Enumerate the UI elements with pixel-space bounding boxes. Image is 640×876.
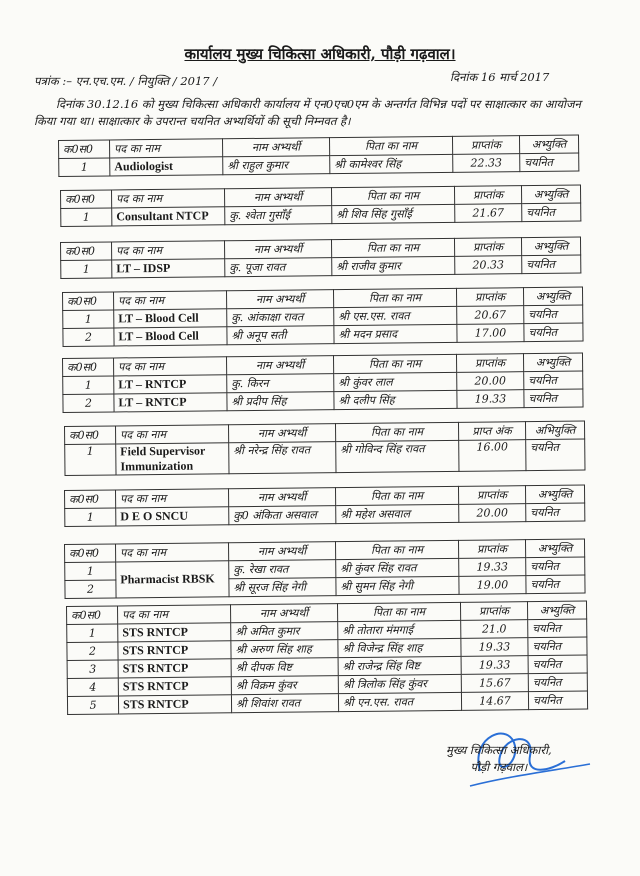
cell-post: LT – Blood Cell bbox=[114, 309, 227, 328]
cell-post: LT – RNTCP bbox=[114, 393, 227, 412]
col-father: पिता का नाम bbox=[331, 238, 454, 257]
col-candidate: नाम अभ्यर्थी bbox=[228, 424, 335, 443]
col-sno: क0स0 bbox=[61, 242, 112, 261]
cell-candidate: श्री प्रदीप सिंह bbox=[227, 392, 334, 411]
col-post: पद का नाम bbox=[112, 189, 225, 208]
cell-father: श्री मदन प्रसाद bbox=[334, 324, 457, 343]
col-father: पिता का नाम bbox=[335, 422, 458, 441]
reference-number: पत्रांक :– एन.एच.एम. / नियुक्ति / 2017 / bbox=[34, 74, 218, 88]
col-marks: प्राप्तांक bbox=[458, 540, 525, 559]
cell-post: D E O SNCU bbox=[116, 507, 229, 526]
cell-post: STS RNTCP bbox=[118, 659, 231, 678]
office-title: कार्यालय मुख्य चिकित्सा अधिकारी, पौड़ी गढ़वाल। bbox=[184, 45, 456, 63]
cell-sno: 3 bbox=[67, 660, 118, 679]
cell-remark: चयनित bbox=[526, 575, 585, 594]
cell-post: STS RNTCP bbox=[118, 623, 231, 642]
col-post: पद का नाम bbox=[116, 543, 229, 562]
cell-marks: 16.00 bbox=[459, 440, 526, 472]
col-remark: अभ्युक्ति bbox=[523, 353, 582, 372]
cell-remark: चयनित bbox=[528, 673, 587, 692]
cell-marks: 22.33 bbox=[453, 154, 520, 173]
cell-candidate: श्री शिवांश रावत bbox=[231, 694, 338, 713]
col-sno: क0स0 bbox=[63, 292, 114, 311]
selection-table-sts-rntcp bbox=[66, 601, 588, 715]
cell-candidate: श्री अनूप सती bbox=[227, 326, 334, 345]
cell-candidate: श्री अरुण सिंह शाह bbox=[231, 640, 338, 659]
col-remark: अभ्युक्ति bbox=[523, 287, 582, 306]
col-sno: क0स0 bbox=[65, 426, 116, 445]
selection-table-audiologist bbox=[58, 135, 579, 177]
col-remark: अभ्युक्ति bbox=[519, 135, 578, 154]
cell-candidate: कु. रेखा रावत bbox=[229, 560, 336, 579]
cell-sno: 1 bbox=[65, 508, 116, 527]
cell-marks: 21.67 bbox=[455, 204, 522, 223]
col-candidate: नाम अभ्यर्थी bbox=[226, 290, 333, 309]
cell-sno: 1 bbox=[63, 310, 114, 329]
cell-candidate: कु0 अंकिता असवाल bbox=[229, 506, 336, 525]
cell-sno: 1 bbox=[61, 208, 112, 227]
cell-candidate: कु. श्वेता गुसाँई bbox=[225, 206, 332, 225]
col-father: पिता का नाम bbox=[335, 486, 458, 505]
cell-sno: 1 bbox=[65, 562, 116, 581]
cell-father: श्री गोविन्द सिंह रावत bbox=[336, 440, 459, 472]
col-post: पद का नाम bbox=[114, 357, 227, 376]
cell-marks: 21.0 bbox=[461, 620, 528, 639]
cell-remark: चयनित bbox=[528, 691, 587, 710]
col-post: पद का नाम bbox=[110, 139, 223, 158]
cell-candidate: श्री दीपक विष्ट bbox=[231, 658, 338, 677]
col-candidate: नाम अभ्यर्थी bbox=[224, 240, 331, 259]
cell-remark: चयनित bbox=[526, 557, 585, 576]
cell-sno: 1 bbox=[61, 260, 112, 279]
cell-remark: चयनित bbox=[524, 305, 583, 324]
cell-father: श्री एस.एस. रावत bbox=[334, 306, 457, 325]
cell-post: Pharmacist RBSK bbox=[116, 561, 229, 598]
col-remark: अभ्युक्ति bbox=[521, 185, 580, 204]
signatory-designation: मुख्य चिकित्सा अधिकारी, bbox=[446, 743, 552, 757]
cell-father: श्री त्रिलोक सिंह कुंवर bbox=[338, 674, 461, 693]
cell-marks: 20.00 bbox=[459, 504, 526, 523]
col-remark: अभियुक्ति bbox=[525, 421, 584, 440]
col-father: पिता का नाम bbox=[329, 136, 452, 155]
col-post: पद का नाम bbox=[112, 241, 225, 260]
cell-father: श्री कुंवर लाल bbox=[334, 372, 457, 391]
col-sno: क0स0 bbox=[59, 140, 110, 159]
cell-father: श्री विजेन्द्र सिंह शाह bbox=[338, 638, 461, 657]
cell-father: श्री राजीव कुमार bbox=[332, 256, 455, 275]
cell-father: श्री एन.एस. रावत bbox=[338, 692, 461, 711]
cell-father: श्री दलीप सिंह bbox=[334, 390, 457, 409]
intro-paragraph: दिनांक 30.12.16 को मुख्य चिकित्सा अधिकारी कार्यालय में एन0एच0एम के अन्तर्गत विभिन्न पदों पर साक्षात्कार का आयोजन किया गया था। साक्षात्कार के उपरान्त चयनित अभ्यर्थियों की सूची निम्नवत है। bbox=[34, 97, 581, 128]
cell-sno: 1 bbox=[67, 624, 118, 643]
cell-post: Consultant NTCP bbox=[112, 207, 225, 226]
col-candidate: नाम अभ्यर्थी bbox=[224, 188, 331, 207]
col-marks: प्राप्तांक bbox=[454, 238, 521, 257]
col-candidate: नाम अभ्यर्थी bbox=[228, 542, 335, 561]
selection-table-lt-rntcp bbox=[62, 353, 584, 413]
col-marks: प्राप्तांक bbox=[452, 136, 519, 155]
col-marks: प्राप्तांक bbox=[458, 486, 525, 505]
cell-father: श्री तोतारा मंमगाई bbox=[338, 620, 461, 639]
cell-sno: 2 bbox=[63, 394, 114, 413]
cell-candidate: कु. पूजा रावत bbox=[225, 258, 332, 277]
cell-remark: चयनित bbox=[526, 439, 585, 471]
cell-post: LT – Blood Cell bbox=[114, 327, 227, 346]
col-post: पद का नाम bbox=[114, 291, 227, 310]
cell-remark: चयनित bbox=[522, 255, 581, 274]
cell-candidate: श्री विक्रम कुंवर bbox=[231, 676, 338, 695]
col-father: पिता का नाम bbox=[331, 186, 454, 205]
cell-remark: चयनित bbox=[524, 389, 583, 408]
col-father: पिता का नाम bbox=[333, 288, 456, 307]
cell-remark: चयनित bbox=[524, 371, 583, 390]
col-remark: अभ्युक्ति bbox=[527, 601, 586, 620]
col-sno: क0स0 bbox=[65, 544, 116, 563]
col-remark: अभ्युक्ति bbox=[525, 539, 584, 558]
cell-father: श्री महेश असवाल bbox=[336, 504, 459, 523]
cell-remark: चयनित bbox=[522, 203, 581, 222]
cell-candidate: श्री सूरज सिंह नेगी bbox=[229, 578, 336, 597]
col-post: पद का नाम bbox=[116, 425, 229, 444]
cell-marks: 20.33 bbox=[455, 256, 522, 275]
cell-father: श्री कुंवर सिंह रावत bbox=[336, 558, 459, 577]
cell-post: LT – RNTCP bbox=[114, 375, 227, 394]
cell-sno: 5 bbox=[67, 696, 118, 715]
cell-candidate: श्री अमित कुमार bbox=[231, 622, 338, 641]
cell-candidate: श्री नरेन्द्र सिंह रावत bbox=[229, 442, 336, 474]
cell-marks: 19.33 bbox=[461, 656, 528, 675]
cell-father: श्री सुमन सिंह नेगी bbox=[336, 576, 459, 595]
cell-sno: 2 bbox=[67, 642, 118, 661]
col-sno: क0स0 bbox=[67, 606, 118, 625]
cell-post: LT – IDSP bbox=[112, 259, 225, 278]
col-sno: क0स0 bbox=[61, 190, 112, 209]
col-post: पद का नाम bbox=[118, 605, 231, 624]
col-marks: प्राप्तांक bbox=[456, 288, 523, 307]
cell-post: Audiologist bbox=[110, 157, 223, 176]
cell-marks: 20.00 bbox=[457, 372, 524, 391]
cell-remark: चयनित bbox=[528, 619, 587, 638]
cell-remark: चयनित bbox=[524, 323, 583, 342]
cell-marks: 14.67 bbox=[461, 692, 528, 711]
selection-table-consultant-ntcp bbox=[60, 185, 581, 227]
cell-remark: चयनित bbox=[528, 637, 587, 656]
col-candidate: नाम अभ्यर्थी bbox=[230, 604, 337, 623]
col-candidate: नाम अभ्यर्थी bbox=[222, 138, 329, 157]
cell-marks: 17.00 bbox=[457, 324, 524, 343]
cell-candidate: श्री राहुल कुमार bbox=[223, 156, 330, 175]
cell-marks: 19.33 bbox=[461, 638, 528, 657]
cell-post: Field Supervisor Immunization bbox=[116, 443, 229, 475]
cell-father: श्री कामेश्वर सिंह bbox=[330, 154, 453, 173]
cell-post: STS RNTCP bbox=[118, 695, 231, 714]
col-sno: क0स0 bbox=[65, 490, 116, 509]
letter-date: दिनांक 16 मार्च 2017 bbox=[450, 70, 550, 84]
cell-marks: 15.67 bbox=[461, 674, 528, 693]
col-post: पद का नाम bbox=[116, 489, 229, 508]
cell-candidate: कु. किरन bbox=[227, 374, 334, 393]
cell-remark: चयनित bbox=[520, 153, 579, 172]
col-remark: अभ्युक्ति bbox=[525, 485, 584, 504]
cell-sno: 4 bbox=[67, 678, 118, 697]
col-father: पिता का नाम bbox=[333, 354, 456, 373]
table-row bbox=[65, 439, 585, 475]
cell-marks: 19.00 bbox=[459, 576, 526, 595]
col-father: पिता का नाम bbox=[337, 602, 460, 621]
signatory-location: पौड़ी गढ़वाल। bbox=[470, 760, 528, 774]
cell-father: श्री शिव सिंह गुसाँई bbox=[332, 204, 455, 223]
col-remark: अभ्युक्ति bbox=[521, 237, 580, 256]
selection-table-lt-idsp bbox=[60, 237, 581, 279]
cell-post: STS RNTCP bbox=[118, 677, 231, 696]
selection-table-lt-blood-cell bbox=[62, 287, 584, 347]
col-marks: प्राप्त अंक bbox=[458, 422, 525, 441]
selection-table-pharmacist-rbsk bbox=[64, 539, 586, 599]
selection-table-field-supervisor bbox=[64, 421, 585, 476]
cell-sno: 2 bbox=[65, 580, 116, 599]
signature-block bbox=[446, 742, 552, 776]
cell-remark: चयनित bbox=[526, 503, 585, 522]
cell-candidate: कु. आंकाक्षा रावत bbox=[227, 308, 334, 327]
cell-marks: 19.33 bbox=[457, 390, 524, 409]
col-candidate: नाम अभ्यर्थी bbox=[228, 488, 335, 507]
col-sno: क0स0 bbox=[63, 358, 114, 377]
cell-post: STS RNTCP bbox=[118, 641, 231, 660]
cell-sno: 2 bbox=[63, 328, 114, 347]
col-candidate: नाम अभ्यर्थी bbox=[226, 356, 333, 375]
selection-table-deo-sncu bbox=[64, 485, 585, 527]
cell-sno: 1 bbox=[63, 376, 114, 395]
cell-father: श्री राजेन्द्र सिंह विष्ट bbox=[338, 656, 461, 675]
cell-sno: 1 bbox=[59, 158, 110, 177]
col-father: पिता का नाम bbox=[335, 540, 458, 559]
col-marks: प्राप्तांक bbox=[456, 354, 523, 373]
col-marks: प्राप्तांक bbox=[460, 602, 527, 621]
col-marks: प्राप्तांक bbox=[454, 186, 521, 205]
cell-remark: चयनित bbox=[528, 655, 587, 674]
cell-sno: 1 bbox=[65, 444, 116, 476]
cell-marks: 19.33 bbox=[459, 558, 526, 577]
cell-marks: 20.67 bbox=[457, 306, 524, 325]
